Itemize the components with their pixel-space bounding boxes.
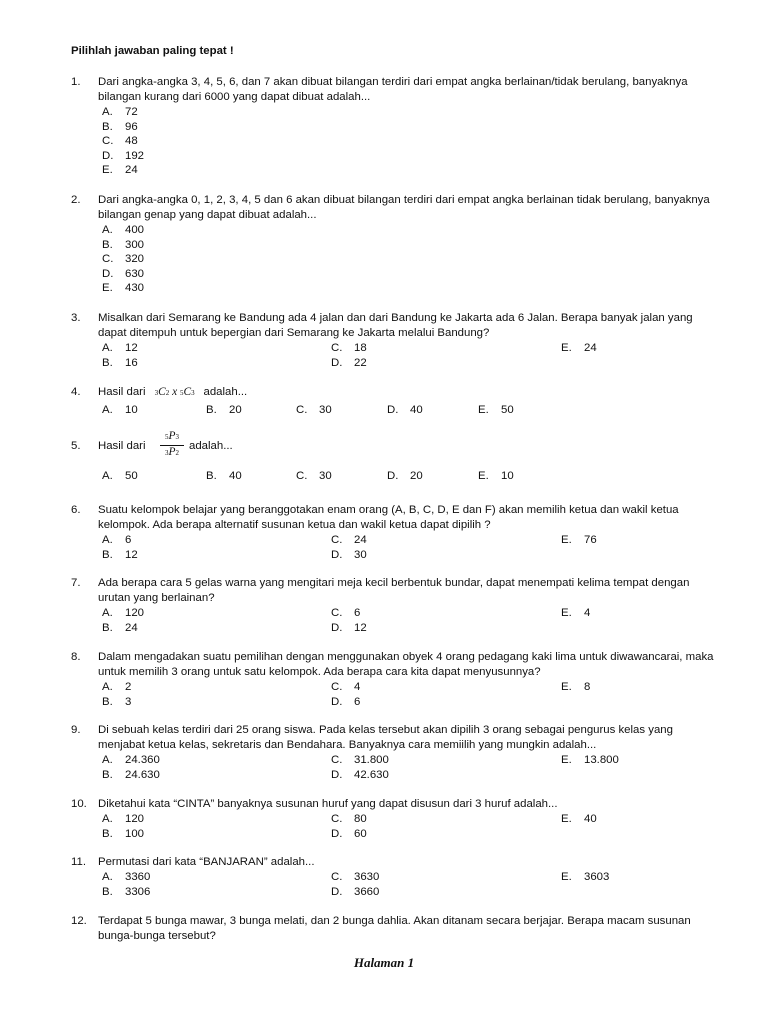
option-b[interactable]: B. 300 — [102, 238, 145, 251]
option-a[interactable]: A. 3360 — [102, 871, 151, 883]
option-c[interactable]: C. 30 — [296, 404, 332, 416]
option-b[interactable]: B. 24.630 — [102, 768, 160, 781]
question-10 — [71, 797, 721, 843]
option-c[interactable]: C. 24 — [331, 534, 367, 546]
option-e[interactable]: E. 3603 — [561, 871, 610, 883]
question-text-suffix: adalah... — [189, 440, 233, 452]
option-c[interactable]: C. 31.800 — [331, 754, 389, 766]
option-b[interactable]: B. 100 — [102, 827, 145, 840]
question-text: Suatu kelompok belajar yang beranggotakan enam orang (A, B, C, D, E dan F) akan memilih ketua dan wakil ketua kelompok. Ada berapa alternatif susunan ketua dan wakil ketua dapat dipilih ? — [98, 504, 679, 531]
option-d[interactable]: D. 30 — [331, 548, 367, 561]
question-text: Permutasi dari kata “BANJARAN” adalah... — [98, 856, 315, 868]
option-b[interactable]: B. 24 — [102, 621, 138, 634]
question-number: 1. — [71, 76, 81, 88]
option-e[interactable]: E. 13.800 — [561, 754, 619, 766]
question-number: 10. — [71, 798, 87, 810]
option-b[interactable]: B. 3 — [102, 695, 132, 708]
question-9 — [71, 723, 721, 783]
option-d[interactable]: D. 42.630 — [331, 768, 389, 781]
option-a[interactable]: A. 120 — [102, 607, 145, 619]
question-text: Dalam mengadakan suatu pemilihan dengan menggunakan obyek 4 orang pedagang kaki lima untuk diwawancarai, maka untuk memilih 3 orang untuk satu kelompok. Ada berapa cara kita dapat menyusunnya? — [98, 651, 714, 678]
option-e[interactable]: E. 8 — [561, 681, 591, 693]
option-e[interactable]: E. 40 — [561, 813, 597, 825]
question-11 — [71, 855, 721, 901]
question-number: 2. — [71, 194, 81, 206]
page-footer: Halaman 1 — [353, 955, 415, 970]
question-text: Terdapat 5 bunga mawar, 3 bunga melati, dan 2 bunga dahlia. Akan ditanam secara berjajar. Berapa macam susunan bunga-bunga tersebut? — [98, 915, 691, 942]
question-number: 6. — [71, 504, 81, 516]
option-c[interactable]: C. 3630 — [331, 871, 380, 883]
option-d[interactable]: D. 60 — [331, 827, 367, 840]
option-d[interactable]: D. 6 — [331, 695, 361, 708]
question-text-prefix: Hasil dari — [98, 440, 146, 452]
option-a[interactable]: A. 2 — [102, 681, 132, 693]
question-text: Dari angka-angka 0, 1, 2, 3, 4, 5 dan 6 akan dibuat bilangan terdiri dari empat angka berlainan tidak berulang, banyaknya bilangan genap yang dapat dibuat adalah... — [98, 194, 710, 221]
option-e[interactable]: E. 430 — [102, 282, 145, 295]
question-4 — [71, 385, 721, 425]
question-number: 11. — [71, 856, 86, 868]
question-text: Ada berapa cara 5 gelas warna yang mengitari meja kecil berbentuk bundar, dapat menempati kelima tempat dengan urutan yang berlainan? — [98, 577, 690, 604]
option-e[interactable]: E. 4 — [561, 607, 591, 619]
option-a[interactable]: A. 10 — [102, 404, 138, 416]
option-b[interactable]: B. 3306 — [102, 885, 151, 898]
option-d[interactable]: D. 12 — [331, 621, 367, 634]
question-text: Di sebuah kelas terdiri dari 25 orang siswa. Pada kelas tersebut akan dipilih 3 orang sebagai pengurus kelas yang menjabat ketua kelas, sekretaris dan Bendahara. Banyaknya cara memiilih yang mungkin adalah... — [98, 724, 673, 751]
instruction-heading: Pilihlah jawaban paling tepat ! — [71, 45, 234, 57]
question-number: 3. — [71, 312, 81, 324]
option-b[interactable]: B. 96 — [102, 120, 138, 133]
option-a[interactable]: A. 400 — [102, 224, 145, 236]
question-7 — [71, 576, 721, 636]
options-list — [102, 223, 144, 296]
option-d[interactable]: D. 22 — [331, 356, 367, 369]
question-text: Dari angka-angka 3, 4, 5, 6, dan 7 akan dibuat bilangan terdiri dari empat angka berlainan/tidak berulang, banyaknya bilangan kurang dari 6000 yang dapat dibuat adalah... — [98, 76, 688, 103]
options-list — [102, 105, 144, 178]
question-number: 9. — [71, 724, 81, 736]
option-e[interactable]: E. 10 — [478, 470, 514, 482]
option-c[interactable]: C. 6 — [331, 607, 361, 619]
option-d[interactable]: D. 192 — [102, 149, 145, 162]
option-d[interactable]: D. 630 — [102, 267, 145, 280]
question-12 — [71, 914, 721, 946]
combination-expression: 3C2 x 5C3 — [154, 386, 195, 398]
question-2 — [71, 193, 721, 303]
option-a[interactable]: A. 12 — [102, 342, 138, 354]
question-text: Diketahui kata “CINTA” banyaknya susunan huruf yang dapat disusun dari 3 huruf adalah... — [98, 798, 558, 810]
question-text-suffix: adalah... — [203, 386, 248, 398]
question-number: 7. — [71, 577, 81, 589]
question-8 — [71, 650, 721, 710]
option-d[interactable]: D. 3660 — [331, 885, 380, 898]
option-e[interactable]: E. 24 — [561, 342, 597, 354]
option-a[interactable]: A. 120 — [102, 813, 145, 825]
option-c[interactable]: C. 30 — [296, 470, 332, 482]
question-number: 4. — [71, 386, 81, 398]
option-b[interactable]: B. 12 — [102, 548, 138, 561]
option-a[interactable]: A. 72 — [102, 106, 138, 118]
option-a[interactable]: A. 24.360 — [102, 754, 160, 766]
option-a[interactable]: A. 6 — [102, 534, 132, 546]
option-c[interactable]: C. 80 — [331, 813, 367, 825]
option-e[interactable]: E. 50 — [478, 404, 514, 416]
option-d[interactable]: D. 20 — [387, 470, 423, 482]
question-number: 5. — [71, 440, 81, 452]
option-b[interactable]: B. 16 — [102, 356, 138, 369]
question-5 — [71, 430, 721, 485]
question-1 — [71, 75, 721, 185]
option-c[interactable]: C. 4 — [331, 681, 361, 693]
option-b[interactable]: B. 20 — [206, 404, 242, 416]
option-b[interactable]: B. 40 — [206, 470, 242, 482]
option-e[interactable]: E. 24 — [102, 164, 138, 177]
option-c[interactable]: C. 18 — [331, 342, 367, 354]
question-text-prefix: Hasil dari — [98, 386, 146, 398]
question-text: Misalkan dari Semarang ke Bandung ada 4 jalan dan dari Bandung ke Jakarta ada 6 Jalan. Berapa banyak jalan yang dapat ditempuh untuk bepergian dari Semarang ke Jakarta melalui Bandung? — [98, 312, 693, 339]
question-3 — [71, 311, 721, 371]
option-c[interactable]: C. 320 — [102, 253, 145, 266]
permutation-fraction: 5P3 3P2 — [160, 430, 184, 460]
question-number: 8. — [71, 651, 81, 663]
question-number: 12. — [71, 915, 87, 927]
option-d[interactable]: D. 40 — [387, 404, 423, 416]
option-a[interactable]: A. 50 — [102, 470, 138, 482]
question-6 — [71, 503, 721, 563]
option-e[interactable]: E. 76 — [561, 534, 597, 546]
option-c[interactable]: C. 48 — [102, 135, 138, 148]
